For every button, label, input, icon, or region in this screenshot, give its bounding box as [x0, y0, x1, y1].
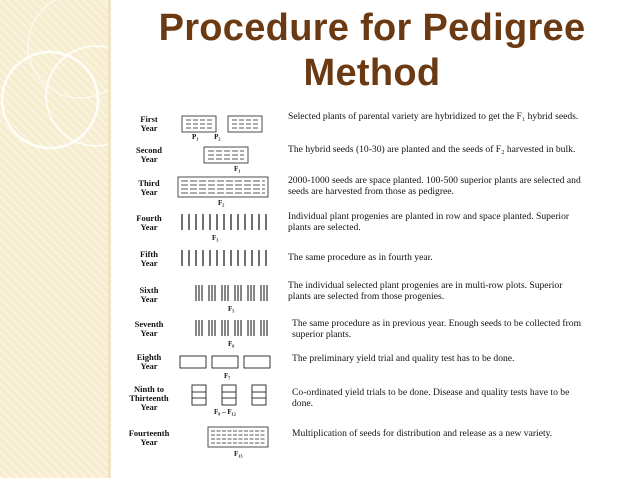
yield-trial-plots-figure — [176, 352, 286, 374]
f1-plot-figure — [176, 145, 286, 167]
f4-progeny-rows-figure — [176, 248, 286, 270]
step-row-1 — [124, 111, 584, 143]
f3-progeny-rows-figure — [176, 212, 286, 234]
step-description: The same procedure as in previous year. Enough seeds to be collected from superior plants. — [292, 318, 582, 340]
step-description: The hybrid seeds (10-30) are planted and the seeds of F₂ harvested in bulk. — [288, 144, 576, 155]
generation-label: F₃ — [212, 234, 219, 242]
generation-label: F₆ — [228, 340, 235, 348]
step-description: The preliminary yield trial and quality test has to be done. — [292, 353, 515, 364]
step-row-7 — [124, 316, 584, 350]
step-row-2 — [124, 144, 584, 174]
f5-multirow-plots-figure — [176, 283, 286, 305]
title-line-1: Procedure for Pedigree — [158, 7, 586, 49]
year-label: Ninth to Thirteenth Year — [129, 384, 169, 412]
generation-label: F₇ — [224, 372, 231, 380]
year-label: Seventh Year — [134, 319, 164, 338]
year-label: Fifth Year — [140, 249, 158, 268]
title-line-2: Method — [303, 52, 441, 94]
step-description: 2000-1000 seeds are space planted. 100-500 superior plants are selected and seeds are harvested from those as pedigree. — [288, 175, 581, 197]
year-label: Sixth Year — [139, 285, 159, 304]
step-description: Selected plants of parental variety are hybridized to get the F₁ hybrid seeds. — [288, 111, 579, 122]
year-label: Second Year — [136, 145, 162, 164]
step-row-9 — [124, 383, 584, 421]
step-row-3 — [124, 175, 584, 211]
step-row-5 — [124, 248, 584, 278]
generation-label: F₁ — [234, 165, 241, 173]
step-description: The same procedure as in fourth year. — [288, 252, 433, 263]
year-label: Fourth Year — [136, 213, 162, 232]
step-description: The individual selected plant progenies are in multi-row plots. Superior plants are selected from those progenies. — [288, 280, 563, 302]
step-description: Multiplication of seeds for distribution and release as a new variety. — [292, 428, 553, 439]
year-label: Eighth Year — [136, 352, 162, 371]
year-label: Third Year — [138, 178, 160, 197]
f6-multirow-plots-figure — [176, 318, 286, 340]
generation-label: F₁₃ — [234, 450, 243, 458]
sidebar-edge — [108, 0, 111, 478]
step-row-8 — [124, 350, 584, 382]
step-description: Co-ordinated yield trials to be done. Disease and quality tests have to be done. — [292, 387, 570, 409]
step-description: Individual plant progenies are planted in row and space planted. Superior plants are selected. — [288, 211, 570, 233]
pedigree-procedure-diagram — [124, 0, 584, 478]
year-label: Fourteenth Year — [128, 428, 170, 447]
year-label: First Year — [140, 114, 158, 133]
decorative-circles — [0, 0, 108, 478]
generation-label: P₁ P₂ — [192, 133, 221, 141]
step-row-6 — [124, 280, 584, 316]
coordinated-trial-plots-figure — [176, 383, 286, 409]
step-row-4 — [124, 211, 584, 247]
seed-multiplication-plot-figure — [176, 425, 286, 451]
step-row-10 — [124, 424, 584, 464]
generation-label: F₈ – F₁₂ — [214, 408, 236, 416]
decorative-sidebar — [0, 0, 108, 478]
f2-space-plot-figure — [176, 176, 286, 200]
generation-label: F₅ — [228, 305, 235, 313]
generation-label: F₂ — [218, 199, 225, 207]
